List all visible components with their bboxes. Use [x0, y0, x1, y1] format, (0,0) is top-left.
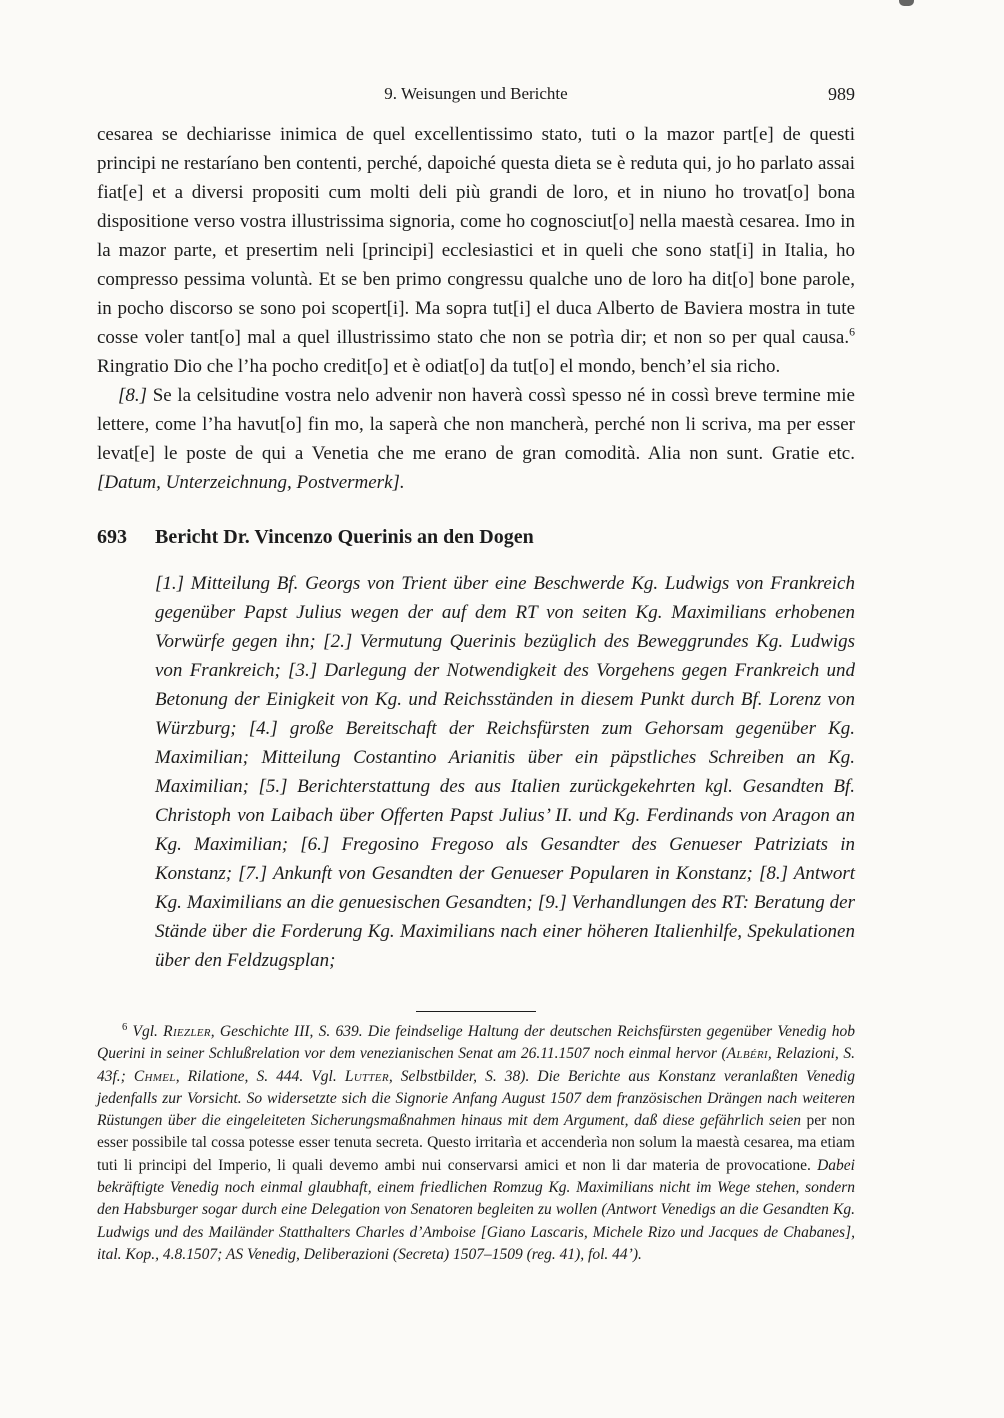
paragraph-continuation [97, 120, 855, 381]
document-heading [97, 524, 855, 550]
footnote-text-run: Dabei bekräftigte Venedig noch einmal glaubhaft, einem friedlichen Romzug Kg. Maximilians nicht im Wege stehen, sondern den Habsburger sogar durch eine Delegation von Senatoren begleiten zu wollen (Antwort Venedigs an die Gesandten Kg. Ludwigs und des Mailänder Statthalters Charles d’Amboise [Giano Lascaris, Michele Rizo und Jacques de Chabanes], ital. Kop., 4.8.1507; AS Venedig, Deliberazioni (Secreta) 1507–1509 (reg. 41), fol. 44’). [97, 1156, 855, 1263]
author-name: Albéri [726, 1045, 768, 1063]
text-run: cesarea se dechiarisse inimica de quel excellentissimo stato, tuti o la mazor part[e] de questi principi ne restaríano ben contenti, perché, dapoiché questa dieta se è reduta qui, jo ho parlato assai fiat[e] et a diversi propositi cum molti deli più grandi de loro, et in niuno ho trovat[o] bona dispositione verso vostra illustrissima signoria, come ho cognosciut[o] nella maestà cesarea. Imo in la mazor parte, et presertim neli [principi] ecclesiastici et in queli che sono stat[i] in Italia, ho compresso pessima voluntà. Et se ben primo congressu qualche uno de loro ha dit[o] bone parole, in pocho discorso se sono poi scopert[i]. Ma sopra tut[i] el duca Alberto de Baviera mostra in tute cosse voler tant[o] mal a quel illustrissimo stato che non se potrìa dir; et non so per qual causa. [97, 124, 855, 348]
page-number: 989 [828, 84, 855, 104]
footnote-separator [416, 1011, 536, 1012]
text-run: Se la celsitudine vostra nelo advenir non haverà cossì spesso né in cossì breve termine mie lettere, come l’ha havut[o] fin mo, la saperà che non mancherà, perché non li scriva, ma per esser levat[e] le poste de qui a Venetia che me erano de gran comodità. Alia non sunt. Gratie etc. [97, 385, 855, 464]
page-header [97, 84, 855, 106]
footnote-text-run: , Relazioni, S. 43f.; [97, 1045, 855, 1085]
section-marker: [8.] [118, 385, 148, 406]
text-block [97, 0, 855, 1266]
footnote-text-run: , Rilatione, S. 444. Vgl. [175, 1067, 345, 1085]
footnote-number: 6 [122, 1021, 128, 1033]
document-title: Bericht Dr. Vincenzo Querinis an den Dogen [155, 526, 534, 548]
editorial-note: [Datum, Unterzeichnung, Postvermerk]. [97, 472, 405, 493]
document-summary: [1.] Mitteilung Bf. Georgs von Trient über eine Beschwerde Kg. Ludwigs von Frankreich gegenüber Papst Julius wegen der auf dem RT von seiten Kg. Maximilians erhobenen Vorwürfe gegen ihn; [2.] Vermutung Querinis bezüglich des Beweggrundes Kg. Ludwigs von Frankreich; [3.] Darlegung der Notwendigkeit des Vorgehens gegen Frankreich und Betonung der Einigkeit von Kg. und Reichsständen in diesem Punkt durch Bf. Lorenz von Würzburg; [4.] große Bereitschaft der Reichsfürsten zum Gehorsam gegenüber Kg. Maximilian; Mitteilung Costantino Arianitis über ein päpstliches Schreiben an Kg. Maximilian; [5.] Berichterstattung des aus Italien zurückgekehrten kgl. Gesandten Bf. Christoph von Laibach über Offerten Papst Julius’ II. und Kg. Ferdinands von Aragon an Kg. Maximilian; [6.] Fregosino Fregoso als Gesandter des Genueser Patriziats in Konstanz; [7.] Ankunft von Gesandten der Genueser Popularen in Konstanz; [8.] Antwort Kg. Maximilians an die genuesischen Gesandten; [9.] Verhandlungen des RT: Beratung der Stände über die Forderung Kg. Maximilians nach einer höheren Italienhilfe, Spekulationen über den Feldzugsplan; [155, 573, 855, 971]
footnote-reference-6: 6 [849, 325, 855, 339]
footnote-text-run: , Geschichte III, S. 639. Die feindselige Haltung der deutschen Reichsfürsten gegenüber Venedig hob Querini in seiner Schlußrelation vor dem venezianischen Senat am 26.11.1507 noch einmal hervor ( [97, 1023, 855, 1063]
running-head-title: 9. Weisungen und Berichte [384, 84, 568, 103]
paragraph-section-8 [97, 381, 855, 497]
source-quotation: per non esser possibile tal cossa potesse esser tenuta secreta. Questo irritarìa et accenderìa non solum la maestà cesarea, ma etiam tuti li principi del Imperio, li quali devemo ambi nui conservarsi amici et non li dar materia de provocatione. [97, 1112, 855, 1174]
footnote-text-run: , Selbstbilder, S. 38). Die Berichte aus Konstanz veranlaßten Venedig jedenfalls zur Vorsicht. So widersetzte sich die Signorie Anfang August 1507 dem französischen Drängen nach weiteren Rüstungen über die eingeleiteten Sicherungsmaßnahmen hinaus mit dem Argument, daß diese gefährlich seien [97, 1067, 855, 1130]
text-run: Ringratio Dio che l’ha pocho credit[o] et è odiat[o] da tut[o] el mondo, bench’el sia richo. [97, 356, 781, 377]
author-name: Lutter [344, 1067, 389, 1085]
author-name: Chmel [133, 1067, 176, 1085]
document-number: 693 [97, 526, 127, 548]
footnote-text-run: Vgl. [127, 1023, 164, 1040]
author-name: Riezler [163, 1023, 211, 1040]
footnote-6 [97, 1021, 855, 1266]
scan-artifact [899, 0, 914, 6]
